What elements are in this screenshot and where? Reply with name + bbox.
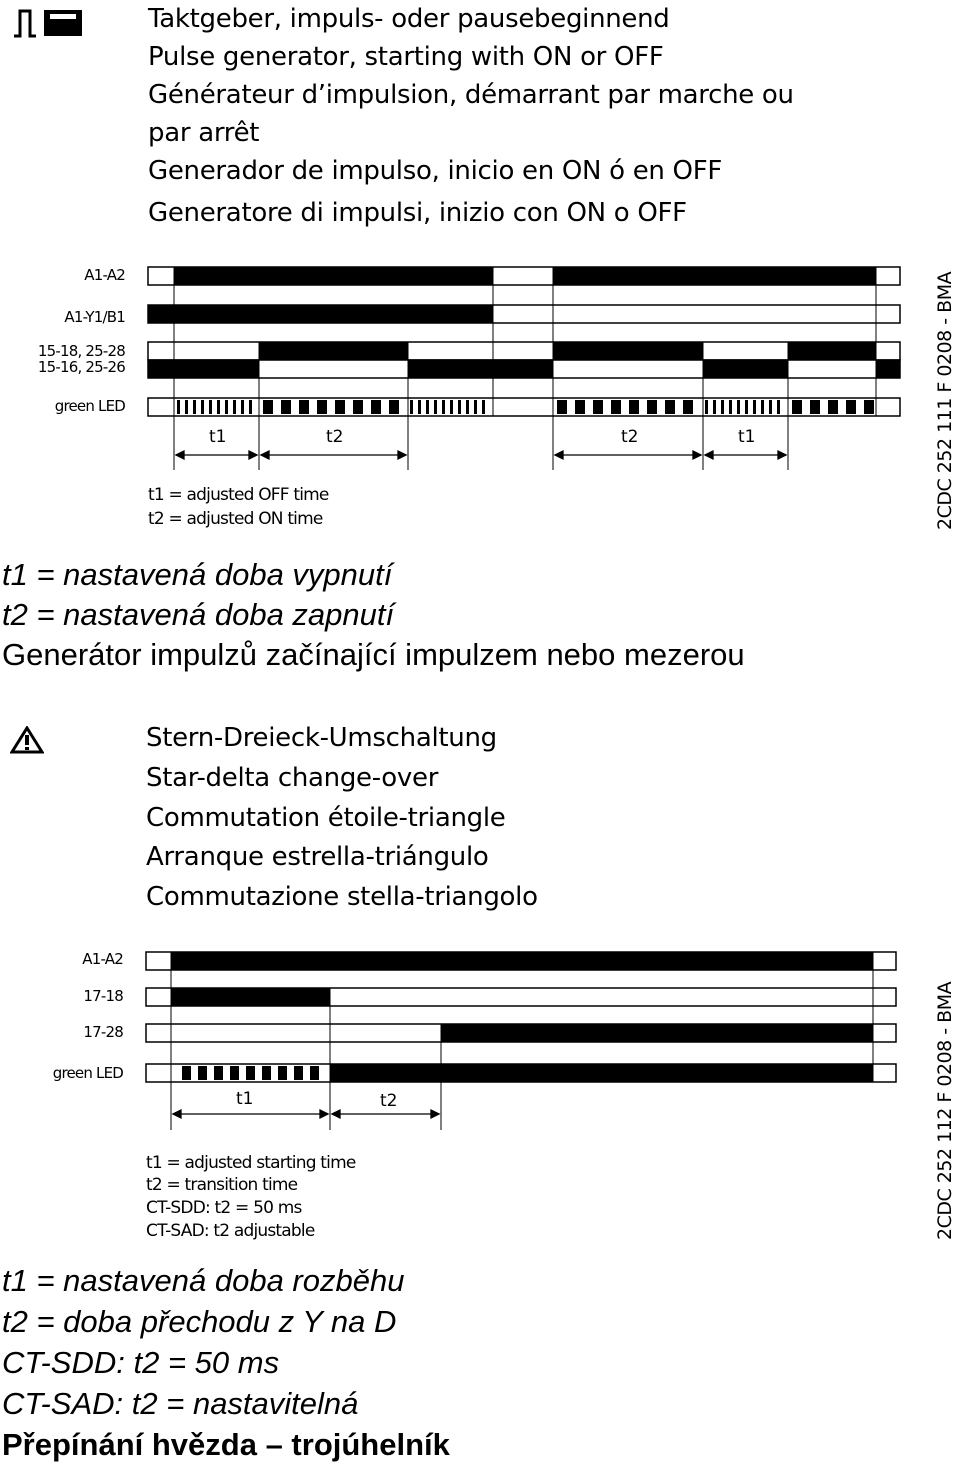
- title2-en: Star-delta change-over: [146, 763, 439, 793]
- signal-label-a1-a2: A1-A2: [84, 266, 125, 284]
- note2-line4: CT-SAD: t2 = nastavitelná: [2, 1386, 359, 1421]
- title2-es: Arranque estrella-triángulo: [146, 842, 489, 872]
- led-blink: [262, 1066, 271, 1080]
- title-es: Generador de impulso, inicio en ON ó en OFF: [148, 156, 723, 186]
- led-blink: [278, 1066, 287, 1080]
- led-blink: [294, 1066, 303, 1080]
- note2-line2: t2 = doba přechodu z Y na D: [2, 1304, 397, 1339]
- title2-it: Commutazione stella-triangolo: [146, 882, 538, 912]
- signal2-label-green-led: green LED: [52, 1064, 123, 1082]
- note1-line2: t2 = nastavená doba zapnutí: [2, 597, 395, 632]
- note2-line3: CT-SDD: t2 = 50 ms: [2, 1345, 280, 1380]
- legend-t1: t1 = adjusted OFF time: [148, 485, 329, 505]
- legend2-ct-sad: CT-SAD: t2 adjustable: [146, 1221, 315, 1241]
- legend-t2: t2 = adjusted ON time: [148, 509, 323, 529]
- led-blink: [230, 1066, 239, 1080]
- signal-label-15-16: 15-16, 25-26: [37, 358, 125, 376]
- led-blink: [182, 1066, 191, 1080]
- signal2-label-a1-a2: A1-A2: [82, 950, 123, 968]
- signal-label-15-18: 15-18, 25-28: [37, 342, 125, 360]
- dim-t1-b: t1: [738, 427, 756, 447]
- legend2-ct-sdd: CT-SDD: t2 = 50 ms: [146, 1198, 302, 1218]
- dim-t2-b: t2: [621, 427, 639, 447]
- title-en: Pulse generator, starting with ON or OFF: [148, 42, 664, 72]
- legend2-t2: t2 = transition time: [146, 1175, 298, 1195]
- dim-t1-a: t1: [209, 427, 227, 447]
- led-blink: [198, 1066, 207, 1080]
- legend2-t1: t1 = adjusted starting time: [146, 1153, 356, 1173]
- note2-line5: Přepínání hvězda – trojúhelník: [2, 1427, 450, 1462]
- led-blink: [310, 1066, 319, 1080]
- signal-label-a1-y1-b1: A1-Y1/B1: [64, 308, 125, 326]
- doc-code-1: 2CDC 252 111 F 0208 - BMA: [934, 271, 956, 530]
- doc-code-2: 2CDC 252 112 F 0208 - BMA: [934, 981, 956, 1240]
- title-fr-cont: par arrêt: [148, 118, 260, 148]
- title2-fr: Commutation étoile-triangle: [146, 803, 506, 833]
- signal2-label-17-28: 17-28: [83, 1023, 123, 1041]
- led-blink: [214, 1066, 223, 1080]
- title2-de: Stern-Dreieck-Umschaltung: [146, 723, 497, 753]
- dim2-t1: t1: [236, 1089, 254, 1109]
- note2-line1: t1 = nastavená doba rozběhu: [2, 1263, 405, 1298]
- signal-label-green-led: green LED: [54, 397, 125, 415]
- title-fr: Générateur d’impulsion, démarrant par marche ou: [148, 80, 794, 110]
- signal2-label-17-18: 17-18: [83, 987, 123, 1005]
- note1-line3: Generátor impulzů začínající impulzem nebo mezerou: [2, 637, 745, 672]
- title-it: Generatore di impulsi, inizio con ON o OFF: [148, 198, 687, 228]
- dim-t2-a: t2: [326, 427, 344, 447]
- led-blink: [246, 1066, 255, 1080]
- dim2-t2: t2: [380, 1091, 398, 1111]
- note1-line1: t1 = nastavená doba vypnutí: [2, 557, 393, 592]
- title-de: Taktgeber, impuls- oder pausebeginnend: [148, 4, 670, 34]
